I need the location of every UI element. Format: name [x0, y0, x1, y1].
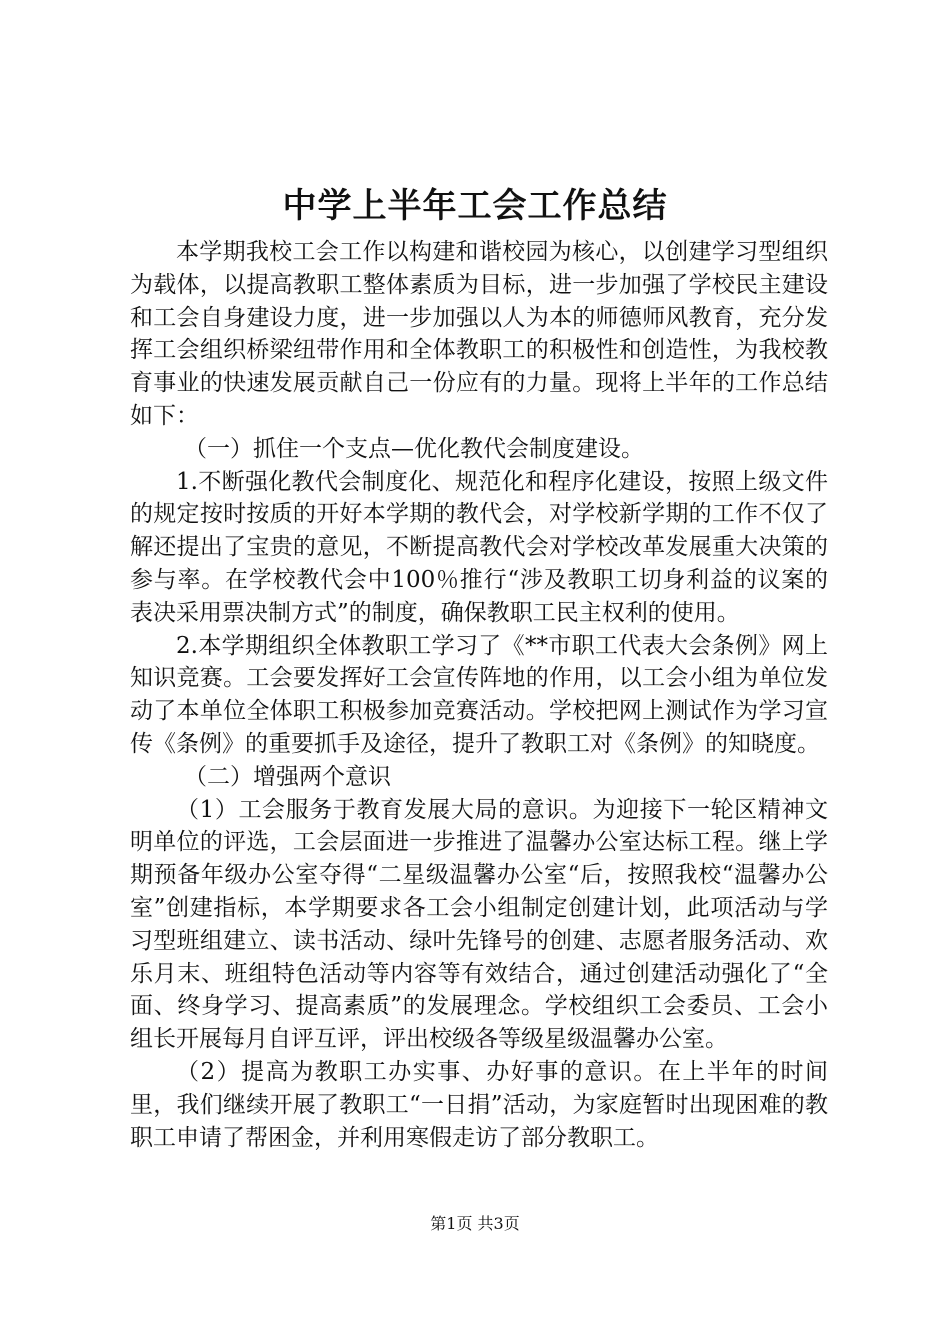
section-1-item-2: 2.本学期组织全体教职工学习了《**市职工代表大会条例》网上知识竞赛。工会要发挥好工会宣传阵地的作用，以工会小组为单位发动了本单位全体职工积极参加竞赛活动。学校把网上测试作为学习宣传《条例》的重要抓手及途径，提升了教职工对《条例》的知晓度。	[130, 632, 828, 757]
section-heading-2: （二）增强两个意识	[184, 763, 391, 790]
section-1-item-1: 1.不断强化教代会制度化、规范化和程序化建设，按照上级文件的规定按时按质的开好本学期的教代会，对学校新学期的工作不仅了解还提出了宝贵的意见，不断提高教代会对学校改革发展重大决策的参与率。在学校教代会中100％推行“涉及教职工切身利益的议案的表决采用票决制方式”的制度，确保教职工民主权利的使用。	[130, 468, 828, 626]
section-heading-1: （一）抓住一个支点—优化教代会制度建设。	[184, 435, 644, 462]
section-2-item-1: （1）工会服务于教育发展大局的意识。为迎接下一轮区精神文明单位的评选，工会层面进一步推进了温馨办公室达标工程。继上学期预备年级办公室夺得“二星级温馨办公室“后，按照我校“温馨办公室”创建指标，本学期要求各工会小组制定创建计划，此项活动与学习型班组建立、读书活动、绿叶先锋号的创建、志愿者服务活动、欢乐月末、班组特色活动等内容等有效结合，通过创建活动强化了“全面、终身学习、提高素质”的发展理念。学校组织工会委员、工会小组长开展每月自评互评，评出校级各等级星级温馨办公室。	[130, 796, 828, 1053]
intro-paragraph: 本学期我校工会工作以构建和谐校园为核心，以创建学习型组织为载体，以提高教职工整体素质为目标，进一步加强了学校民主建设和工会自身建设力度，进一步加强以人为本的师德师风教育，充分发挥工会组织桥梁纽带作用和全体教职工的积极性和创造性，为我校教育事业的快速发展贡献自己一份应有的力量。现将上半年的工作总结如下：	[130, 239, 828, 429]
page-footer: 第1页 共3页	[430, 1214, 520, 1233]
section-2-item-2: （2）提高为教职工办实事、办好事的意识。在上半年的时间里，我们继续开展了教职工“一日捐”活动，为家庭暂时出现困难的教职工申请了帮困金，并利用寒假走访了部分教职工。	[130, 1058, 828, 1151]
document-title: 中学上半年工会工作总结	[282, 186, 668, 226]
document-body	[130, 236, 828, 1154]
